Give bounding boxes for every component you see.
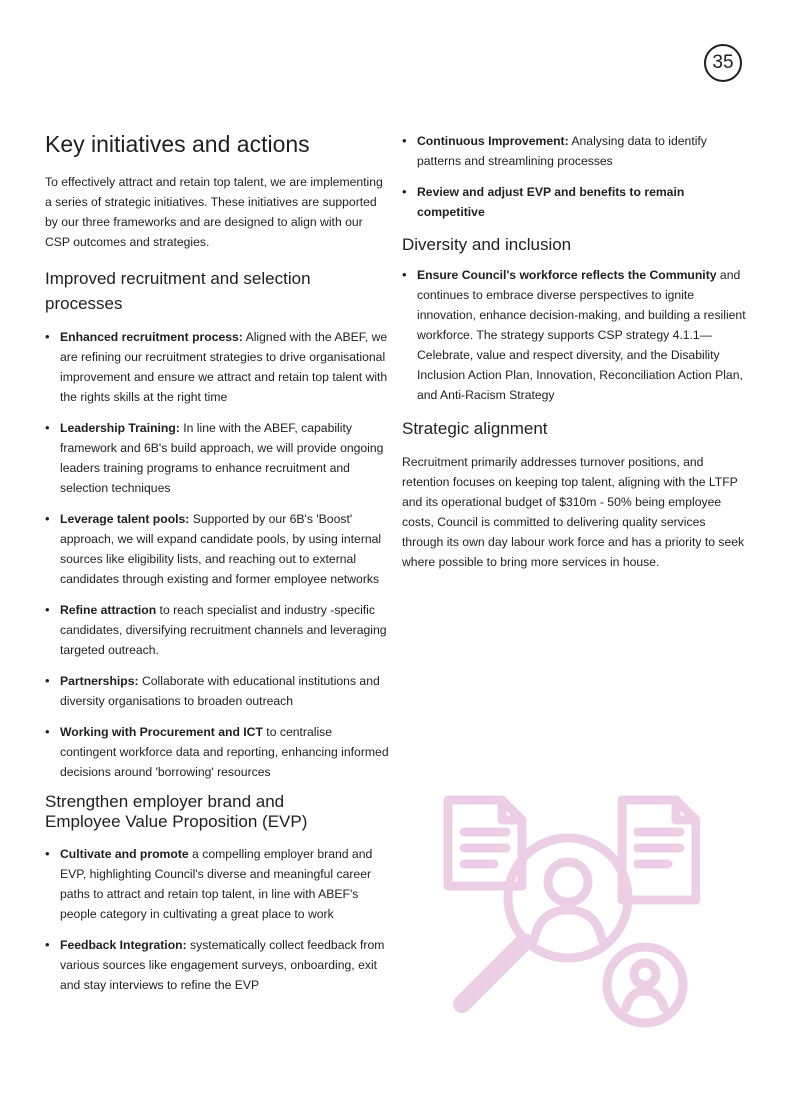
left-column bbox=[45, 130, 390, 995]
list-item: • Refine attraction to reach specialist and industry -specific candidates, diversifying recruitment channels and leveraging targeted outreach. bbox=[45, 600, 390, 660]
section-heading-evp-line1: Strengthen employer brand and bbox=[45, 792, 285, 811]
list-item: • Continuous Improvement: Analysing data to identify patterns and streamlining processes bbox=[402, 131, 747, 171]
list-item: • Partnerships: Collaborate with educational institutions and diversity organisations to broaden outreach bbox=[45, 671, 390, 711]
right-column bbox=[402, 130, 747, 572]
list-item: • Feedback Integration: systematically collect feedback from various sources like engagement surveys, onboarding, exit and stay interviews to refine the EVP bbox=[45, 935, 390, 995]
magnifier-person-documents-icon bbox=[440, 790, 700, 1050]
section-heading-evp bbox=[45, 792, 390, 832]
list-item: • Leadership Training: In line with the ABEF, capability framework and 6B's build approach, we will provide ongoing leaders training programs to enhance recruitment and selection techniques bbox=[45, 418, 390, 498]
list-item: • Review and adjust EVP and benefits to remain competitive bbox=[402, 182, 747, 222]
evp-list bbox=[45, 844, 390, 995]
list-item: • Working with Procurement and ICT to centralise contingent workforce data and reporting, enhancing informed decisions around 'borrowing' resources bbox=[45, 722, 390, 782]
list-item: • Ensure Council's workforce reflects the Community and continues to embrace diverse perspectives to ignite innovation, enhance decision-making, and building a resilient workforce. The strategy supports CSP strategy 4.1.1—Celebrate, value and respect diversity, and the Disability Inclusion Action Plan, Innovation, Reconciliation Action Plan, and Anti-Racism Strategy bbox=[402, 265, 747, 405]
recruitment-list bbox=[45, 327, 390, 782]
list-item: • Enhanced recruitment process: Aligned with the ABEF, we are refining our recruitment strategies to drive organisational improvement and ensure we attract and retain top talent with the rights skills at the right time bbox=[45, 327, 390, 407]
section-heading-diversity: Diversity and inclusion bbox=[402, 235, 572, 254]
section-heading-evp-line2: Employee Value Proposition (EVP) bbox=[45, 812, 308, 831]
diversity-list bbox=[402, 265, 747, 405]
alignment-paragraph: Recruitment primarily addresses turnover positions, and retention focuses on keeping top talent, aligning with the LTFP and its operational budget of $310m - 50% being employee costs, Council is committed to delivering quality services through its own day labour work force and has a priority to seek where possible to bring more services in house. bbox=[402, 455, 745, 569]
section-heading-alignment: Strategic alignment bbox=[402, 419, 548, 438]
page-number: 35 bbox=[704, 44, 742, 82]
section-heading-recruitment: Improved recruitment and selection processes bbox=[45, 269, 311, 313]
list-item: • Cultivate and promote a compelling employer brand and EVP, highlighting Council's diverse and meaningful career paths to attract and retain top talent, in line with ABEF's people category in cultivating a great place to work bbox=[45, 844, 390, 924]
list-item: • Leverage talent pools: Supported by our 6B's 'Boost' approach, we will expand candidate pools, by using internal sources like eligibility lists, and reaching out to external candidates through existing and former employee networks bbox=[45, 509, 390, 589]
page-title: Key initiatives and actions bbox=[45, 131, 310, 157]
intro-paragraph: To effectively attract and retain top talent, we are implementing a series of strategic initiatives. These initiatives are supported by our three frameworks and are designed to align with our CSP outcomes and strategies. bbox=[45, 175, 383, 249]
continued-list bbox=[402, 131, 747, 222]
